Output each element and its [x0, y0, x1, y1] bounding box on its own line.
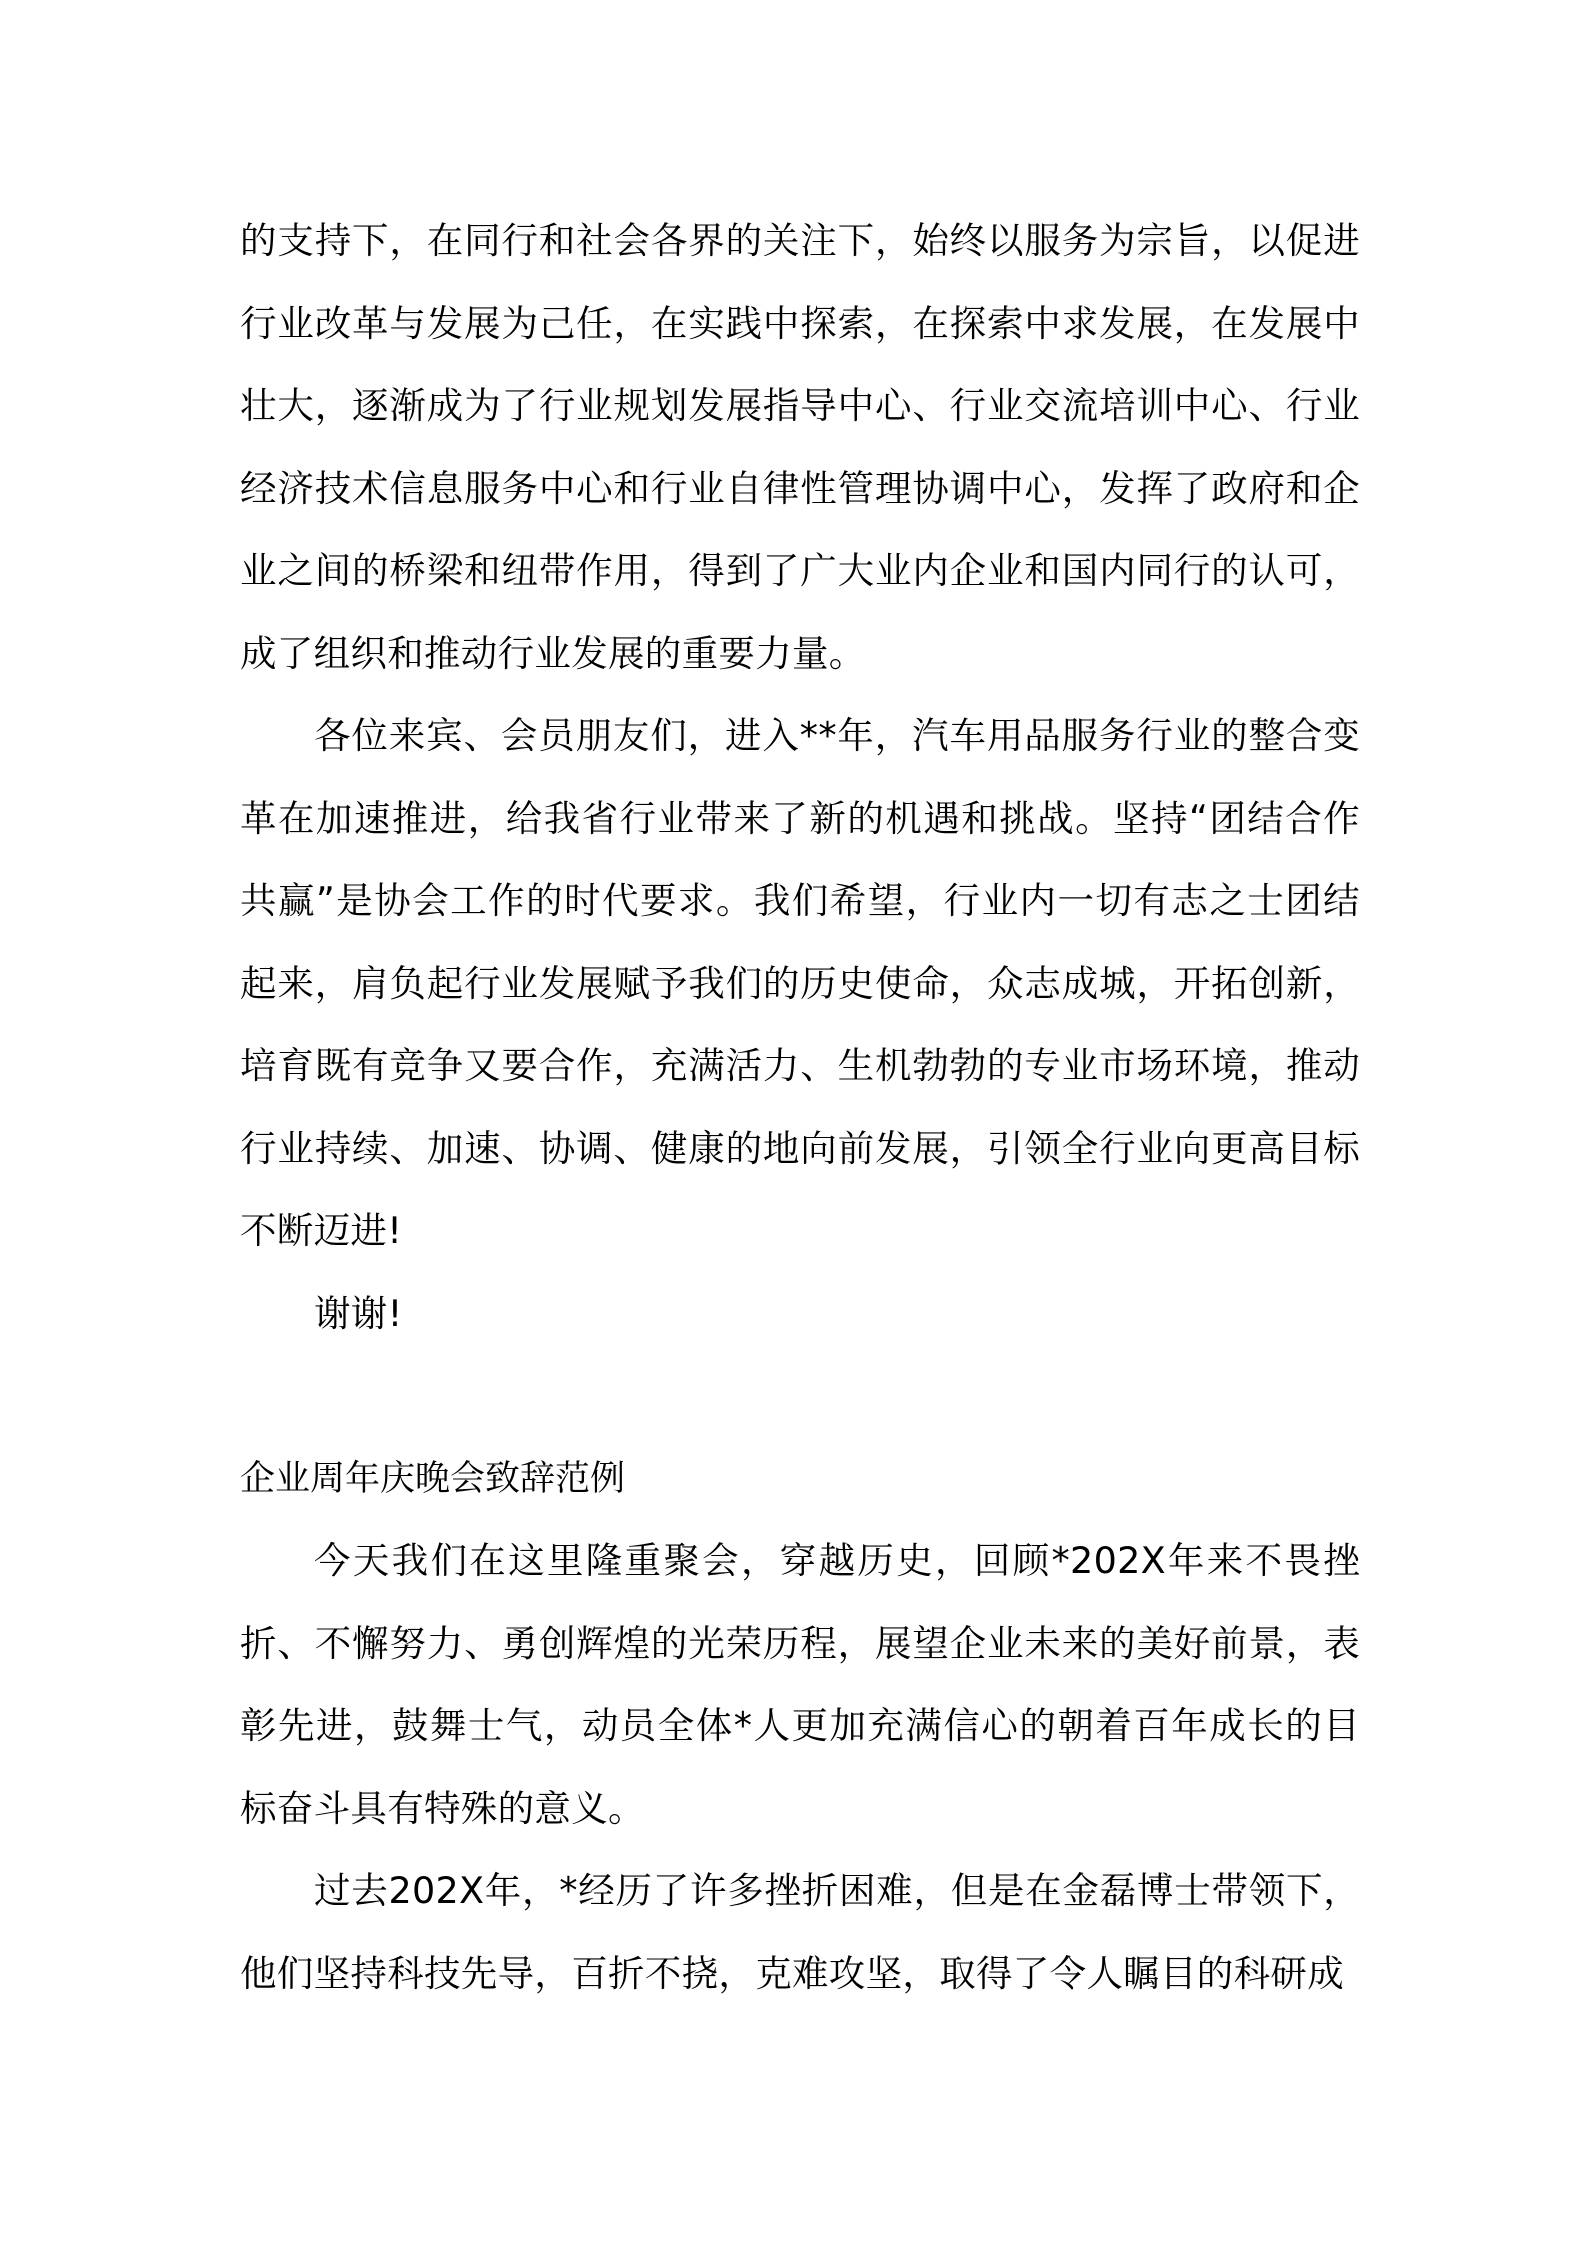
document-page — [240, 200, 1360, 2015]
section-spacer — [240, 1355, 1360, 1438]
section-heading: 企业周年庆晚会致辞范例 — [240, 1458, 626, 1499]
body-paragraph-4: 过去202X年，*经历了许多挫折困难，但是在金磊博士带领下，他们坚持科技先导，百折不挠，克难攻坚，取得了令人瞩目的科研成 — [240, 1869, 1360, 1995]
body-paragraph-1: 的支持下，在同行和社会各界的关注下，始终以服务为宗旨，以促进行业改革与发展为己任，在实践中探索，在探索中求发展，在发展中壮大，逐渐成为了行业规划发展指导中心、行业交流培训中心、行业经济技术信息服务中心和行业自律性管理协调中心，发挥了政府和企业之间的桥梁和纽带作用，得到了广大业内企业和国内同行的认可，成了组织和推动行业发展的重要力量。 — [240, 219, 1360, 675]
closing-thanks: 谢谢! — [314, 1291, 403, 1335]
body-paragraph-2: 各位来宾、会员朋友们，进入**年，汽车用品服务行业的整合变革在加速推进，给我省行业带来了新的机遇和挑战。坚持“团结合作共赢”是协会工作的时代要求。我们希望，行业内一切有志之士团结起来，肩负起行业发展赋予我们的历史使命，众志成城，开拓创新，培育既有竞争又要合作，充满活力、生机勃勃的专业市场环境，推动行业持续、加速、协调、健康的地向前发展，引领全行业向更高目标不断迈进! — [240, 714, 1360, 1252]
body-paragraph-3: 今天我们在这里隆重聚会，穿越历史，回顾*202X年来不畏挫折、不懈努力、勇创辉煌的光荣历程，展望企业未来的美好前景，表彰先进，鼓舞士气，动员全体*人更加充满信心的朝着百年成长的目标奋斗具有特殊的意义。 — [240, 1539, 1360, 1830]
